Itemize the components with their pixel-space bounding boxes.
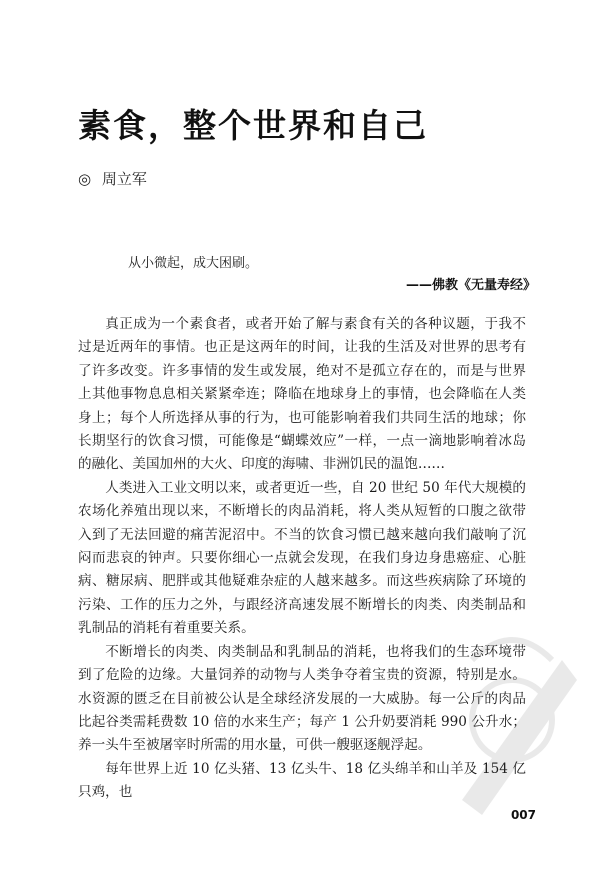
paragraph: 真正成为一个素食者，或者开始了解与素食有关的各种议题，于我不过是近两年的事情。也正是这两年的时间，让我的生活及对世界的思考有了许多改变。许多事情的发生或发展，绝对不是孤立存在的，而是与世界上其他事物息息相关紧紧牵连；降临在地球身上的事情，也会降临在人类身上；每个人所选择从事的行为，也可能影响着我们共同生活的地球；你长期坚行的饮食习惯，可能像是“蝴蝶效应”一样，一点一滴地影响着冰岛的融化、美国加州的大火、印度的海啸、非洲饥民的温饱…… (78, 316, 526, 473)
page-number: 007 (510, 808, 536, 822)
epigraph-text: 从小微起，成大困刷。 (128, 256, 259, 271)
paragraph: 不断增长的肉类、肉类制品和乳制品的消耗，也将我们的生态环境带到了危险的边缘。大量饲养的动物与人类争夺着宝贵的资源，特别是水。水资源的匮乏在目前被公认是全球经济发展的一大威胁。每一公斤的肉品比起谷类需耗费数 10 倍的水来生产；每产 1 公升奶要消耗 990 公升水；养一头牛至被屠宰时所需的用水量，可供一艘驱逐舰浮起。 (78, 643, 526, 754)
author-mark-icon: ◎ (78, 170, 92, 188)
watermark-logo (442, 600, 582, 820)
article-title: 素食，整个世界和自己 (78, 106, 428, 145)
epigraph-source: ——佛教《无量寿经》 (405, 278, 536, 293)
author-line (78, 168, 147, 189)
paragraph: 人类进入工业文明以来，或者更近一些，自 20 世纪 50 年代大规模的农场化养殖出现以来，不断增长的肉品消耗，将人类从短暂的口腹之欲带入到了无法回避的痛苦泥沼中。不当的饮食习惯已越来越向我们敲响了沉闷而悲哀的钟声。只要你细心一点就会发现，在我们身边身患癌症、心脏病、糖尿病、肥胖或其他疑难杂症的人越来越多。而这些疾病除了环境的污染、工作的压力之外，与跟经济高速发展不断增长的肉类、肉类制品和乳制品的消耗有着重要关系。 (78, 479, 526, 637)
paragraph: 每年世界上近 10 亿头猪、13 亿头牛、18 亿头绵羊和山羊及 154 亿只鸡，也 (78, 760, 526, 801)
author-name: 周立军 (101, 170, 147, 188)
